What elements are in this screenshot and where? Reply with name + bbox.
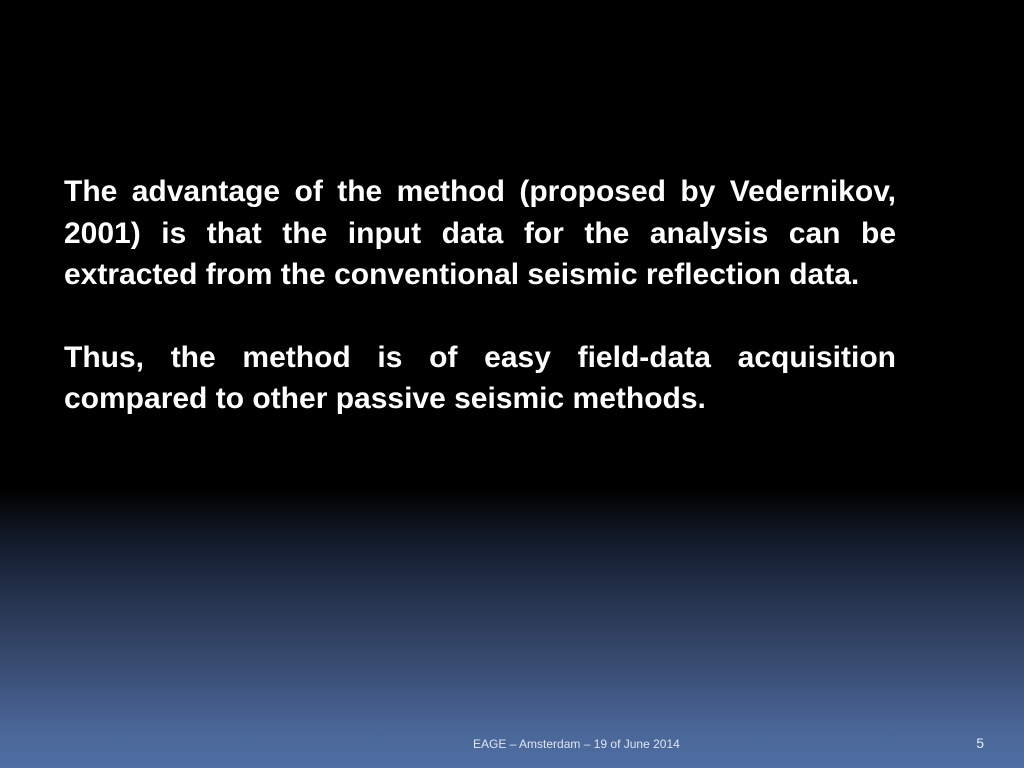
slide-number: 5: [976, 735, 984, 751]
body-paragraph-2: Thus, the method is of easy field-data acquisition compared to other passive seismic methods.: [64, 340, 896, 415]
slide-footer: EAGE – Amsterdam – 19 of June 2014: [473, 737, 680, 751]
body-paragraph-1: The advantage of the method (proposed by Vedernikov, 2001) is that the input data for the analysis can be extracted from the conventional seismic reflection data.: [64, 175, 896, 291]
slide-body: [64, 171, 896, 420]
